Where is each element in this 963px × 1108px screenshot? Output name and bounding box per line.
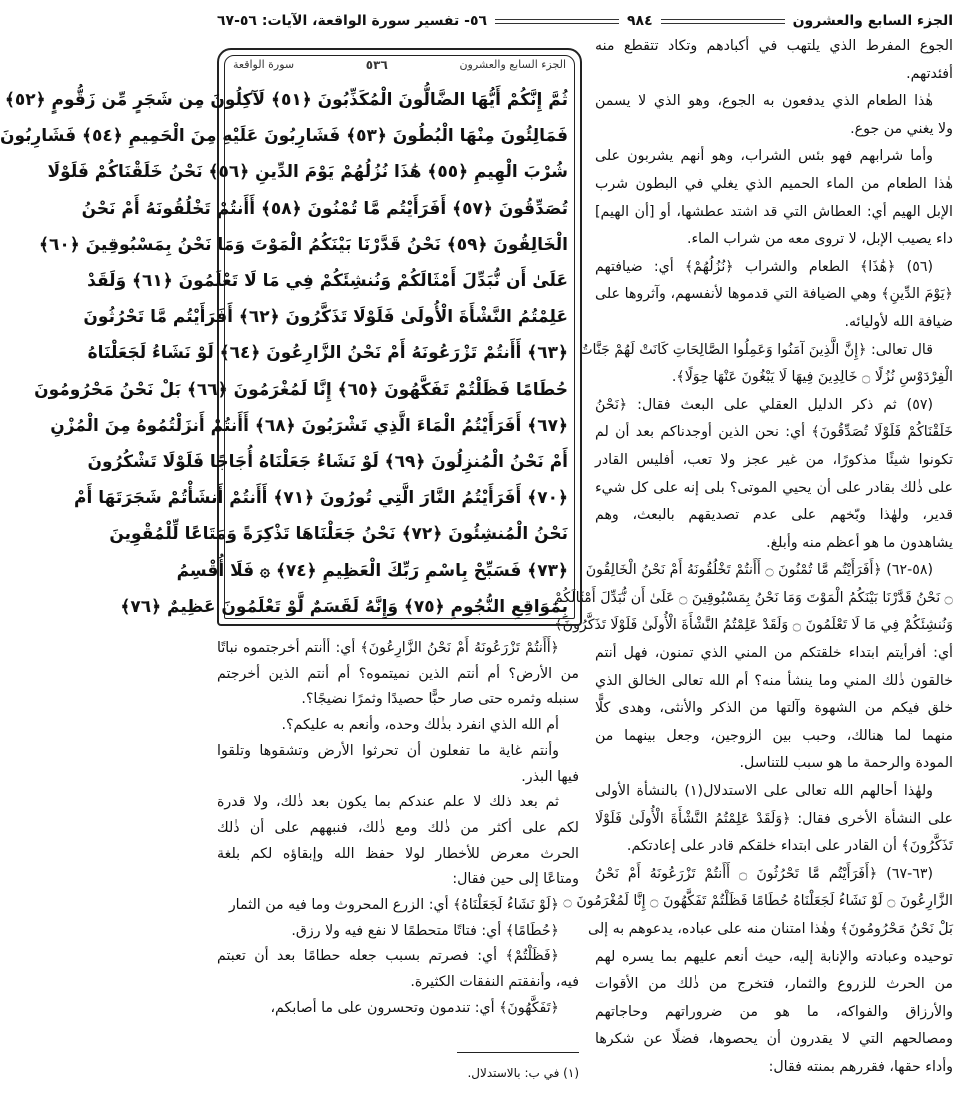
text-line: على النشأة الأخرى فقال: ﴿وَلَقَدْ عَلِمْتُمُ النَّشْأَةَ الْأُولَىٰ فَلَوْلَا — [595, 810, 953, 827]
quran-line: ثُمَّ إِنَّكُمْ أَيُّهَا الضَّالُّونَ الْمُكَذِّبُونَ ﴿٥١﴾ لَآكِلُونَ مِن شَجَرٍ مِّن زَقُّومٍ ﴿٥٢﴾ — [4, 90, 568, 110]
text-line: وأما شرابهم فهو بئس الشراب، وهو أنهم يشربون على — [595, 148, 933, 165]
text-line: منهما لما هنالك، وحبب بين الزوجين، وجعل بينهما من — [595, 727, 953, 744]
text-line: توحيده وعبادته والإنابة إليه، حيث أنعم عليهم بما يسره لهم — [595, 948, 953, 965]
text-line: وأنتم غاية ما تفعلون أن تحرثوا الأرض وتشقوها وتلقوا — [217, 742, 559, 759]
paragraph — [595, 88, 953, 143]
text-line: قدير، ولهٰذا وبّخهم على عدم تصديقهم بالبعث، وهم — [595, 507, 953, 524]
text-line: الإبل الهيم أي: العطاش التي قد اشتد عطشها، أو [أن الهيم] — [595, 203, 953, 220]
text-line: أفئدتهم. — [906, 65, 953, 82]
paragraph — [595, 33, 953, 88]
mushaf-header — [233, 58, 566, 72]
text-line: وأداء حقها، فقررهم بمنته فقال: — [768, 1058, 953, 1075]
header-rule — [661, 19, 785, 24]
text-line: ﴿يَوْمَ الدِّينِ﴾ وهي الضيافة التي قدموها لأنفسهم، وآثروها على — [595, 286, 953, 303]
text-line: خلق فيكم من الشهوة وآلتها من الذكر والأنثى، وهدى كلًّا — [595, 700, 953, 717]
paragraph — [595, 254, 953, 337]
quran-line: بِمَوَاقِعِ النُّجُومِ ﴿٧٥﴾ وَإِنَّهُ لَقَسَمٌ لَّوْ تَعْلَمُونَ عَظِيمٌ ﴿٧٦﴾ — [120, 596, 568, 617]
quran-line: عَلِمْتُمُ النَّشْأَةَ الْأُولَىٰ فَلَوْلَا تَذَكَّرُونَ ﴿٦٢﴾ أَفَرَأَيْتُم مَّا تَحْرُثُونَ — [83, 307, 568, 328]
header-rule — [495, 19, 619, 24]
paragraph — [217, 944, 579, 995]
quran-line: ﴿٧٣﴾ فَسَبِّحْ بِاسْمِ رَبِّكَ الْعَظِيمِ ﴿٧٤﴾ ۞ فَلَا أُقْسِمُ — [176, 560, 568, 581]
paragraph — [595, 143, 953, 253]
text-line: هٰذا الطعام من الماء الحميم الذي يغلي في البطون شرب — [595, 175, 953, 192]
text-line: أم الله الذي انفرد بذٰلك وحده، وأنعم به عليكم؟. — [281, 717, 559, 734]
paragraph — [595, 778, 953, 861]
header-section: ٥٦- تفسير سورة الواقعة، الآيات: ٥٦-٦٧ — [216, 13, 488, 29]
quran-line: الْخَالِقُونَ ﴿٥٩﴾ نَحْنُ قَدَّرْنَا بَيْنَكُمُ الْمَوْتَ وَمَا نَحْنُ بِمَسْبُوقِينَ ﴿٦٠﴾ — [38, 234, 568, 255]
footnote: (١) في ب: بالاستدلال. — [467, 1066, 579, 1080]
text-line: ولهٰذا أحالهم الله تعالى على الاستدلال(١) بالنشأة الأولى — [595, 783, 933, 800]
mushaf-page-number: ٥٣٦ — [365, 58, 388, 72]
text-line: ومتاعًا إلى حين فقال: — [452, 871, 579, 888]
text-line: على ذٰلك بقادر على أن يحيي الموتى؟ بلى إنه على كل شيء — [595, 479, 953, 496]
quran-line: حُطَامًا فَظَلْتُمْ تَفَكَّهُونَ ﴿٦٥﴾ إِنَّا لَمُغْرَمُونَ ﴿٦٦﴾ بَلْ نَحْنُ مَحْرُومُونَ — [34, 379, 568, 400]
paragraph — [217, 996, 579, 1022]
text-line: ضيافة الله لأوليائه. — [844, 313, 953, 330]
paragraph — [217, 739, 579, 790]
paragraph — [553, 557, 953, 640]
text-line: الحرث معرض للأخطار لولا حفظ الله وإبقاؤه لكم بلغة — [217, 845, 579, 862]
text-line: الجوع المفرط الذي يلتهب في أكبادهم وتكاد تتقطع منه — [595, 38, 953, 54]
text-line: الْفِرْدَوْسِ نُزُلًا ۝ خَالِدِينَ فِيهَا لَا يَبْغُونَ عَنْهَا حِوَلًا﴾. — [671, 369, 953, 386]
text-line: قال تعالى: ﴿إِنَّ الَّذِينَ آمَنُوا وَعَمِلُوا الصَّالِحَاتِ كَانَتْ لَهُمْ جَنَّاتُ — [579, 341, 933, 358]
mushaf-page-frame — [0, 48, 582, 626]
text-line: (٥٨-٦٢) ﴿أَفَرَأَيْتُم مَّا تُمْنُونَ ۝ أَأَنتُمْ تَخْلُقُونَهُ أَمْ نَحْنُ الْخَالِقُونَ — [585, 562, 933, 579]
text-line: ثم بعد ذلك لا علم عندكم بما يكون بعد ذٰلك، ولا قدرة — [217, 794, 559, 811]
left-column-text — [217, 636, 579, 1022]
text-line: خالقون ذٰلك المني وما ينشأ منه؟ أم الله تعالى الخالق الذي — [595, 672, 953, 689]
right-column-text — [553, 33, 953, 1082]
text-line: ﴿حُطَامًا﴾ أي: فتاتًا متحطمًا لا نفع فيه ولا رزق. — [291, 922, 559, 939]
quran-line: فَمَالِئُونَ مِنْهَا الْبُطُونَ ﴿٥٣﴾ فَشَارِبُونَ عَلَيْهِ مِنَ الْحَمِيمِ ﴿٥٤﴾ فَشَارِبُونَ — [0, 126, 568, 147]
text-line: داء يصيب الإبل، لا تروى معه من شراب الماء. — [686, 231, 953, 248]
text-line: ﴿أَأَنتُمْ تَزْرَعُونَهُ أَمْ نَحْنُ الزَّارِعُونَ﴾ أي: أأنتم أخرجتموه نباتًا — [217, 640, 559, 656]
text-line: ۝ نَحْنُ قَدَّرْنَا بَيْنَكُمُ الْمَوْتَ وَمَا نَحْنُ بِمَسْبُوقِينَ ۝ عَلَىٰ أَن نُّبَدِّلَ أَمْثَالَكُمْ — [553, 589, 953, 606]
text-line: بَلْ نَحْنُ مَحْرُومُونَ﴾ وهٰذا امتنان منه على عباده، يدعوهم به إلى — [588, 921, 953, 937]
quran-line: تُصَدِّقُونَ ﴿٥٧﴾ أَفَرَأَيْتُم مَّا تُمْنُونَ ﴿٥٨﴾ أَأَنتُمْ تَخْلُقُونَهُ أَمْ نَحْنُ — [81, 198, 568, 219]
text-line: ﴿تَفَكَّهُونَ﴾ أي: تندمون وتحسرون على ما أصابكم، — [270, 999, 559, 1016]
quran-text — [0, 82, 568, 625]
text-line: تَذَكَّرُونَ﴾ أن القادر على ابتداء خلقكم قادر على إعادتكم. — [626, 838, 953, 855]
mushaf-surah-label: سورة الواقعة — [233, 58, 295, 71]
header-page-number: ٩٨٤ — [627, 13, 653, 29]
quran-line: عَلَىٰ أَن نُّبَدِّلَ أَمْثَالَكُمْ وَنُنشِئَكُمْ فِي مَا لَا تَعْلَمُونَ ﴿٦١﴾ وَلَقَدْ — [87, 271, 568, 292]
text-line: ومصالحهم التي لا يقدرون أن يحصوها، فضلًا عن شكرها — [595, 1031, 953, 1048]
text-line: فيها البذر. — [521, 768, 579, 785]
footnote-separator — [457, 1052, 579, 1053]
text-line: (٦٣-٦٧) ﴿أَفَرَأَيْتُم مَّا تَحْرُثُونَ ۝ أَأَنتُمْ تَزْرَعُونَهُ أَمْ نَحْنُ — [595, 865, 933, 882]
text-line: والأرزاق والفواكه، ما هو من ضروراتهم وحاجاتهم — [595, 1003, 953, 1020]
text-line: تكونوا شيئًا مذكورًا، من غير عجز ولا تعب، أفليس القادر — [595, 451, 953, 468]
paragraph — [595, 392, 953, 558]
text-line: هٰذا الطعام الذي يدفعون به الجوع، وهو الذي لا يسمن — [595, 93, 933, 110]
paragraph — [217, 919, 579, 945]
quran-line: ﴿٧٠﴾ أَفَرَأَيْتُمُ النَّارَ الَّتِي تُورُونَ ﴿٧١﴾ أَأَنتُمْ أَنشَأْتُمْ شَجَرَتَهَا أَمْ — [74, 488, 568, 509]
text-line: ولا يغني من جوع. — [850, 120, 953, 137]
text-line: لكم على أكثر من ذٰلك ومع ذٰلك، فنبههم على أن ذٰلك — [217, 819, 579, 836]
text-line: سنبله وثمره حتى صار حبًّا حصيدًا وثمرًا نضيجًا؟. — [301, 691, 579, 708]
text-line: أي: أفرأيتم ابتداء خلقتكم من المني الذي تمنون، فهل أنتم — [595, 645, 953, 662]
running-header — [217, 10, 953, 32]
mushaf-part-label: الجزء السابع والعشرون — [459, 58, 566, 71]
text-line: (٥٧) ثم ذكر الدليل العقلي على البعث فقال: ﴿نَحْنُ — [595, 396, 933, 413]
text-line: المودة والرحمة ما هو سبب للتناسل. — [739, 755, 953, 772]
quran-line: ﴿٦٣﴾ أَأَنتُمْ تَزْرَعُونَهُ أَمْ نَحْنُ الزَّارِعُونَ ﴿٦٤﴾ لَوْ نَشَاءُ لَجَعَلْنَاهُ — [87, 343, 568, 364]
paragraph — [595, 640, 953, 778]
paragraph — [217, 636, 579, 713]
quran-line: أَمْ نَحْنُ الْمُنزِلُونَ ﴿٦٩﴾ لَوْ نَشَاءُ جَعَلْنَاهُ أُجَاجًا فَلَوْلَا تَشْكُرُونَ — [87, 452, 568, 473]
text-line: فيه، وأنفقتم النفقات الكثيرة. — [410, 974, 579, 991]
text-line: خَلَقْنَاكُمْ فَلَوْلَا تُصَدِّقُونَ﴾ أي: نحن الذين أوجدناكم بعد أن لم — [595, 424, 953, 441]
text-line: الزَّارِعُونَ ۝ لَوْ نَشَاءُ لَجَعَلْنَاهُ حُطَامًا فَظَلْتُمْ تَفَكَّهُونَ ۝ إِنَّا لَمُغْرَمُونَ ۝ — [563, 893, 953, 910]
text-line: وَنُنشِئَكُمْ فِي مَا لَا تَعْلَمُونَ ۝ وَلَقَدْ عَلِمْتُمُ النَّشْأَةَ الْأُولَىٰ فَلَوْلَا تَذَكَّرُونَ﴾ — [554, 617, 953, 634]
quran-line: ﴿٦٧﴾ أَفَرَأَيْتُمُ الْمَاءَ الَّذِي تَشْرَبُونَ ﴿٦٨﴾ أَأَنتُمْ أَنزَلْتُمُوهُ مِنَ الْمُزْنِ — [50, 415, 568, 436]
quran-line: نَحْنُ الْمُنشِئُونَ ﴿٧٢﴾ نَحْنُ جَعَلْنَاهَا تَذْكِرَةً وَمَتَاعًا لِّلْمُقْوِينَ — [109, 524, 568, 545]
text-line: (٥٦) ﴿هَٰذَا﴾ الطعام والشراب ﴿نُزُلُهُمْ﴾ أي: ضيافتهم — [595, 258, 933, 275]
text-line: من الأرض؟ أم أنتم الذين نميتموه؟ أم أنتم الذين أخرجتم — [217, 665, 579, 682]
paragraph — [217, 713, 579, 739]
header-part: الجزء السابع والعشرون — [792, 13, 953, 29]
quran-line: شُرْبَ الْهِيمِ ﴿٥٥﴾ هَٰذَا نُزُلُهُمْ يَوْمَ الدِّينِ ﴿٥٦﴾ نَحْنُ خَلَقْنَاكُمْ فَلَوْلَا — [47, 162, 568, 183]
paragraph — [217, 790, 579, 893]
paragraph — [563, 861, 953, 1082]
text-line: من الحرث للزروع والثمار، فتخرج من ذٰلك من الأقوات — [595, 976, 953, 993]
paragraph — [217, 893, 579, 919]
paragraph — [579, 337, 953, 392]
text-line: ﴿لَوْ نَشَاءُ لَجَعَلْنَاهُ﴾ أي: الزرع المحروث وما فيه من الثمار — [228, 897, 559, 914]
text-line: يشاهدون ما هو أعظم منه وأبلغ. — [766, 534, 953, 551]
text-line: ﴿فَظَلْتُمْ﴾ أي: فصرتم بسبب جعله حطامًا بعد أن تعبتم — [217, 948, 559, 965]
